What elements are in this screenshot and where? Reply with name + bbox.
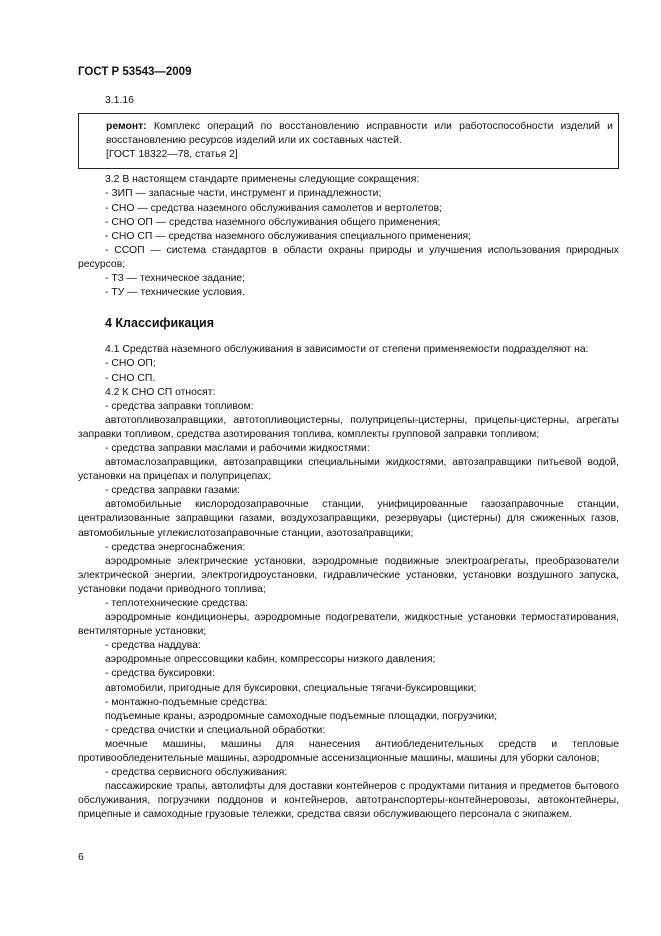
abbr-item: - ЗИП — запасные части, инструмент и принадлежности; <box>105 188 382 200</box>
group-desc: аэродромные опрессовщики кабин, компрессоры низкого давления; <box>105 654 436 666</box>
abbr-item: - ТЗ — техническое задание; <box>105 273 246 285</box>
group-desc: автотопливозаправщики, автотопливоцистерны, полуприцепы-цистерны, прицепы-цистерны, агрегаты заправки топливом, средства азотирования топлива, комплекты групповой заправки топливом; <box>78 414 619 440</box>
group-name: - теплотехнические средства: <box>105 598 249 609</box>
abbr-item: - СНО СП — средства наземного обслуживания специального применения; <box>105 230 472 242</box>
abbr-item: - ТУ — технические условия. <box>105 287 245 299</box>
list-item: - СНО ОП; <box>105 358 156 370</box>
group-name: - средства сервисного обслуживания: <box>105 767 288 779</box>
group-name: - монтажно-подъемные средства: <box>105 696 268 708</box>
abbr-item: - ССОП — система стандартов в области охраны природы и улучшения использования природных ресурсов; <box>78 244 619 270</box>
document-header: ГОСТ Р 53543—2009 <box>78 66 192 78</box>
group-desc: пассажирские трапы, автолифты для доставки контейнеров с продуктами питания и предметов бытового обслуживания, погрузчики поддонов и контейнеров, автотранспортеры-контейнеровозы, автоконтейнеры, прицепные и самоходные грузовые тележки, средства связи обслуживающего персонала с экипажем. <box>78 781 619 821</box>
group-desc: аэродромные электрические установки, аэродромные подвижные электроагрегаты, преобразователи электрической энергии, электрогидроустановки, гидравлические установки, установки воздушного запуска, установки подачи приводного топлива; <box>78 555 619 595</box>
group-desc: автомаслозаправщики, автозаправщики специальными жидкостями, автозаправщики питьевой водой, установки на прицепах и полуприцепах; <box>78 457 619 483</box>
group-name: - средства заправки маслами и рабочими жидкостями: <box>105 442 370 454</box>
clause-41: 4.1 Средства наземного обслуживания в зависимости от степени применяемости подразделяют на: <box>105 344 589 356</box>
list-item: - СНО СП. <box>105 372 156 384</box>
definition: Комплекс операций по восстановлению исправности или работоспособности изделий и восстановлению ресурсов изделий или их составных частей. <box>106 121 613 147</box>
group-name: - средства энергоснабжения: <box>105 541 246 553</box>
group-desc: автомобильные кислородозаправочные станции, унифицированные газозаправочные станции, централизованные заправщики газами, воздухозаправщики, резервуары (цистерны) для сжиженных газов, автомобильные углекислотозаправочные станции, азотозаправщики; <box>78 499 619 539</box>
group-desc: моечные машины, машины для нанесения антиобледенительных средств и тепловые противообледенительные машины, аэродромные ассенизационные машины, машины для уборки салонов; <box>78 738 619 765</box>
clause-32-intro: 3.2 В настоящем стандарте применены следующие сокращения: <box>105 174 420 186</box>
abbr-item: - СНО — средства наземного обслуживания самолетов и вертолетов; <box>105 202 443 214</box>
definition-text <box>106 120 613 148</box>
clause-42: 4.2 К СНО СП относят: <box>105 386 216 398</box>
group-name: - средства заправки топливом: <box>105 400 254 412</box>
group-desc: подъемные краны, аэродромные самоходные подъемные площадки, погрузчики; <box>105 710 498 722</box>
group-name: - средства очистки и специальной обработки: <box>105 724 326 736</box>
group-name: - средства заправки газами: <box>105 485 241 497</box>
clause-number: 3.1.16 <box>105 95 134 106</box>
group-name: - средства наддува: <box>105 640 201 652</box>
term: ремонт: <box>106 121 147 133</box>
group-desc: автомобили, пригодные для буксировки, специальные тягачи-буксировщики; <box>105 682 477 694</box>
definition-box <box>78 113 619 169</box>
group-desc: аэродромные кондиционеры, аэродромные подогреватели, жидкостные установки термостатирования, вентиляторные установки; <box>78 612 619 638</box>
page-content <box>78 94 619 823</box>
page-number: 6 <box>78 852 84 863</box>
abbr-item: - СНО ОП — средства наземного обслуживания общего применения; <box>105 216 441 228</box>
section-title: 4 Классификация <box>105 316 215 331</box>
group-name: - средства буксировки: <box>105 668 215 680</box>
definition-source: [ГОСТ 18322—78, статья 2] <box>106 149 238 161</box>
